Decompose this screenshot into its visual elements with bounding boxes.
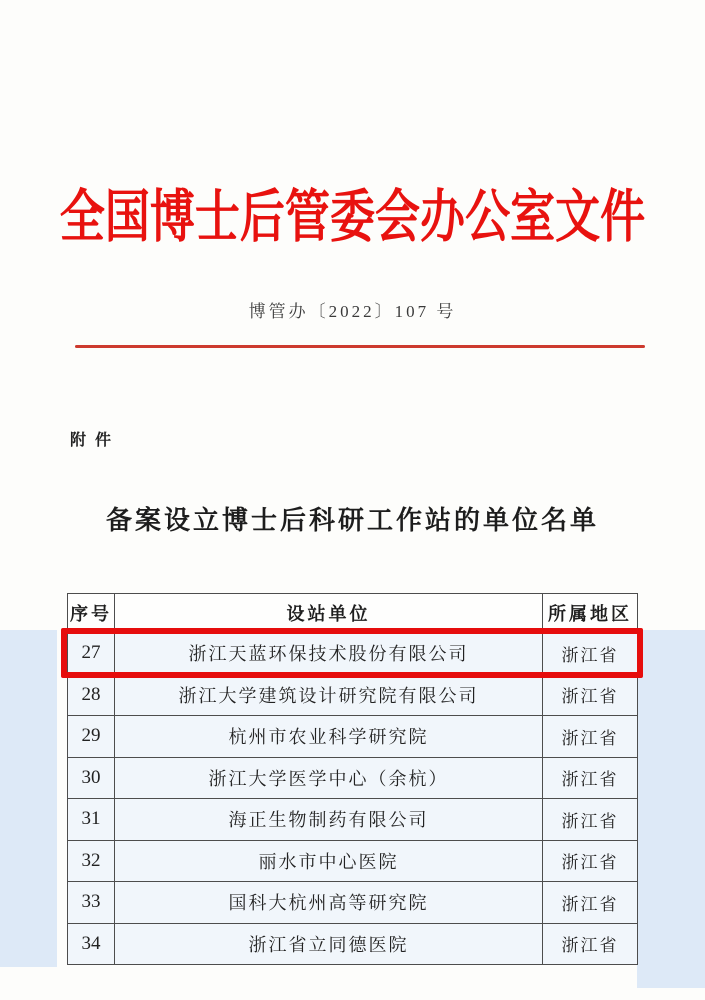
unit-name: 丽水市中心医院 [115, 840, 543, 882]
table-row [68, 882, 638, 924]
table-row [68, 923, 638, 965]
table-row [68, 716, 638, 758]
row-number: 28 [68, 674, 115, 716]
header-cell-no: 序号 [68, 594, 115, 633]
row-number: 30 [68, 757, 115, 799]
region-name: 浙江省 [543, 840, 638, 882]
header-cell-region: 所属地区 [543, 594, 638, 633]
units-table [67, 593, 638, 965]
table-row [68, 757, 638, 799]
row-number: 32 [68, 840, 115, 882]
table-header-row [68, 594, 638, 633]
row-number: 34 [68, 923, 115, 965]
attachment-label: 附件 [70, 432, 121, 449]
unit-name: 浙江大学医学中心（余杭） [115, 757, 543, 799]
selection-band-left [0, 630, 57, 967]
document-header [0, 172, 705, 252]
region-name: 浙江省 [543, 757, 638, 799]
table-row [68, 840, 638, 882]
list-title: 备案设立博士后科研工作站的单位名单 [105, 506, 599, 535]
region-name: 浙江省 [543, 882, 638, 924]
header-cell-unit: 设站单位 [115, 594, 543, 633]
unit-name: 浙江大学建筑设计研究院有限公司 [115, 674, 543, 716]
table-body [68, 633, 638, 965]
table-row [68, 799, 638, 841]
region-name: 浙江省 [543, 923, 638, 965]
page-title: 全国博士后管委会办公室文件 [59, 186, 646, 249]
table-row [68, 633, 638, 675]
row-number: 29 [68, 716, 115, 758]
region-name: 浙江省 [543, 716, 638, 758]
region-name: 浙江省 [543, 799, 638, 841]
row-number: 31 [68, 799, 115, 841]
unit-name: 国科大杭州高等研究院 [115, 882, 543, 924]
unit-name: 杭州市农业科学研究院 [115, 716, 543, 758]
region-name: 浙江省 [543, 633, 638, 675]
row-number: 27 [68, 633, 115, 675]
region-name: 浙江省 [543, 674, 638, 716]
unit-name: 浙江天蓝环保技术股份有限公司 [115, 633, 543, 675]
unit-name: 海正生物制药有限公司 [115, 799, 543, 841]
row-number: 33 [68, 882, 115, 924]
selection-band-right [637, 630, 705, 988]
red-divider-rule [75, 345, 645, 348]
document-number: 博管办〔2022〕107 号 [248, 302, 457, 321]
table-row [68, 674, 638, 716]
unit-name: 浙江省立同德医院 [115, 923, 543, 965]
